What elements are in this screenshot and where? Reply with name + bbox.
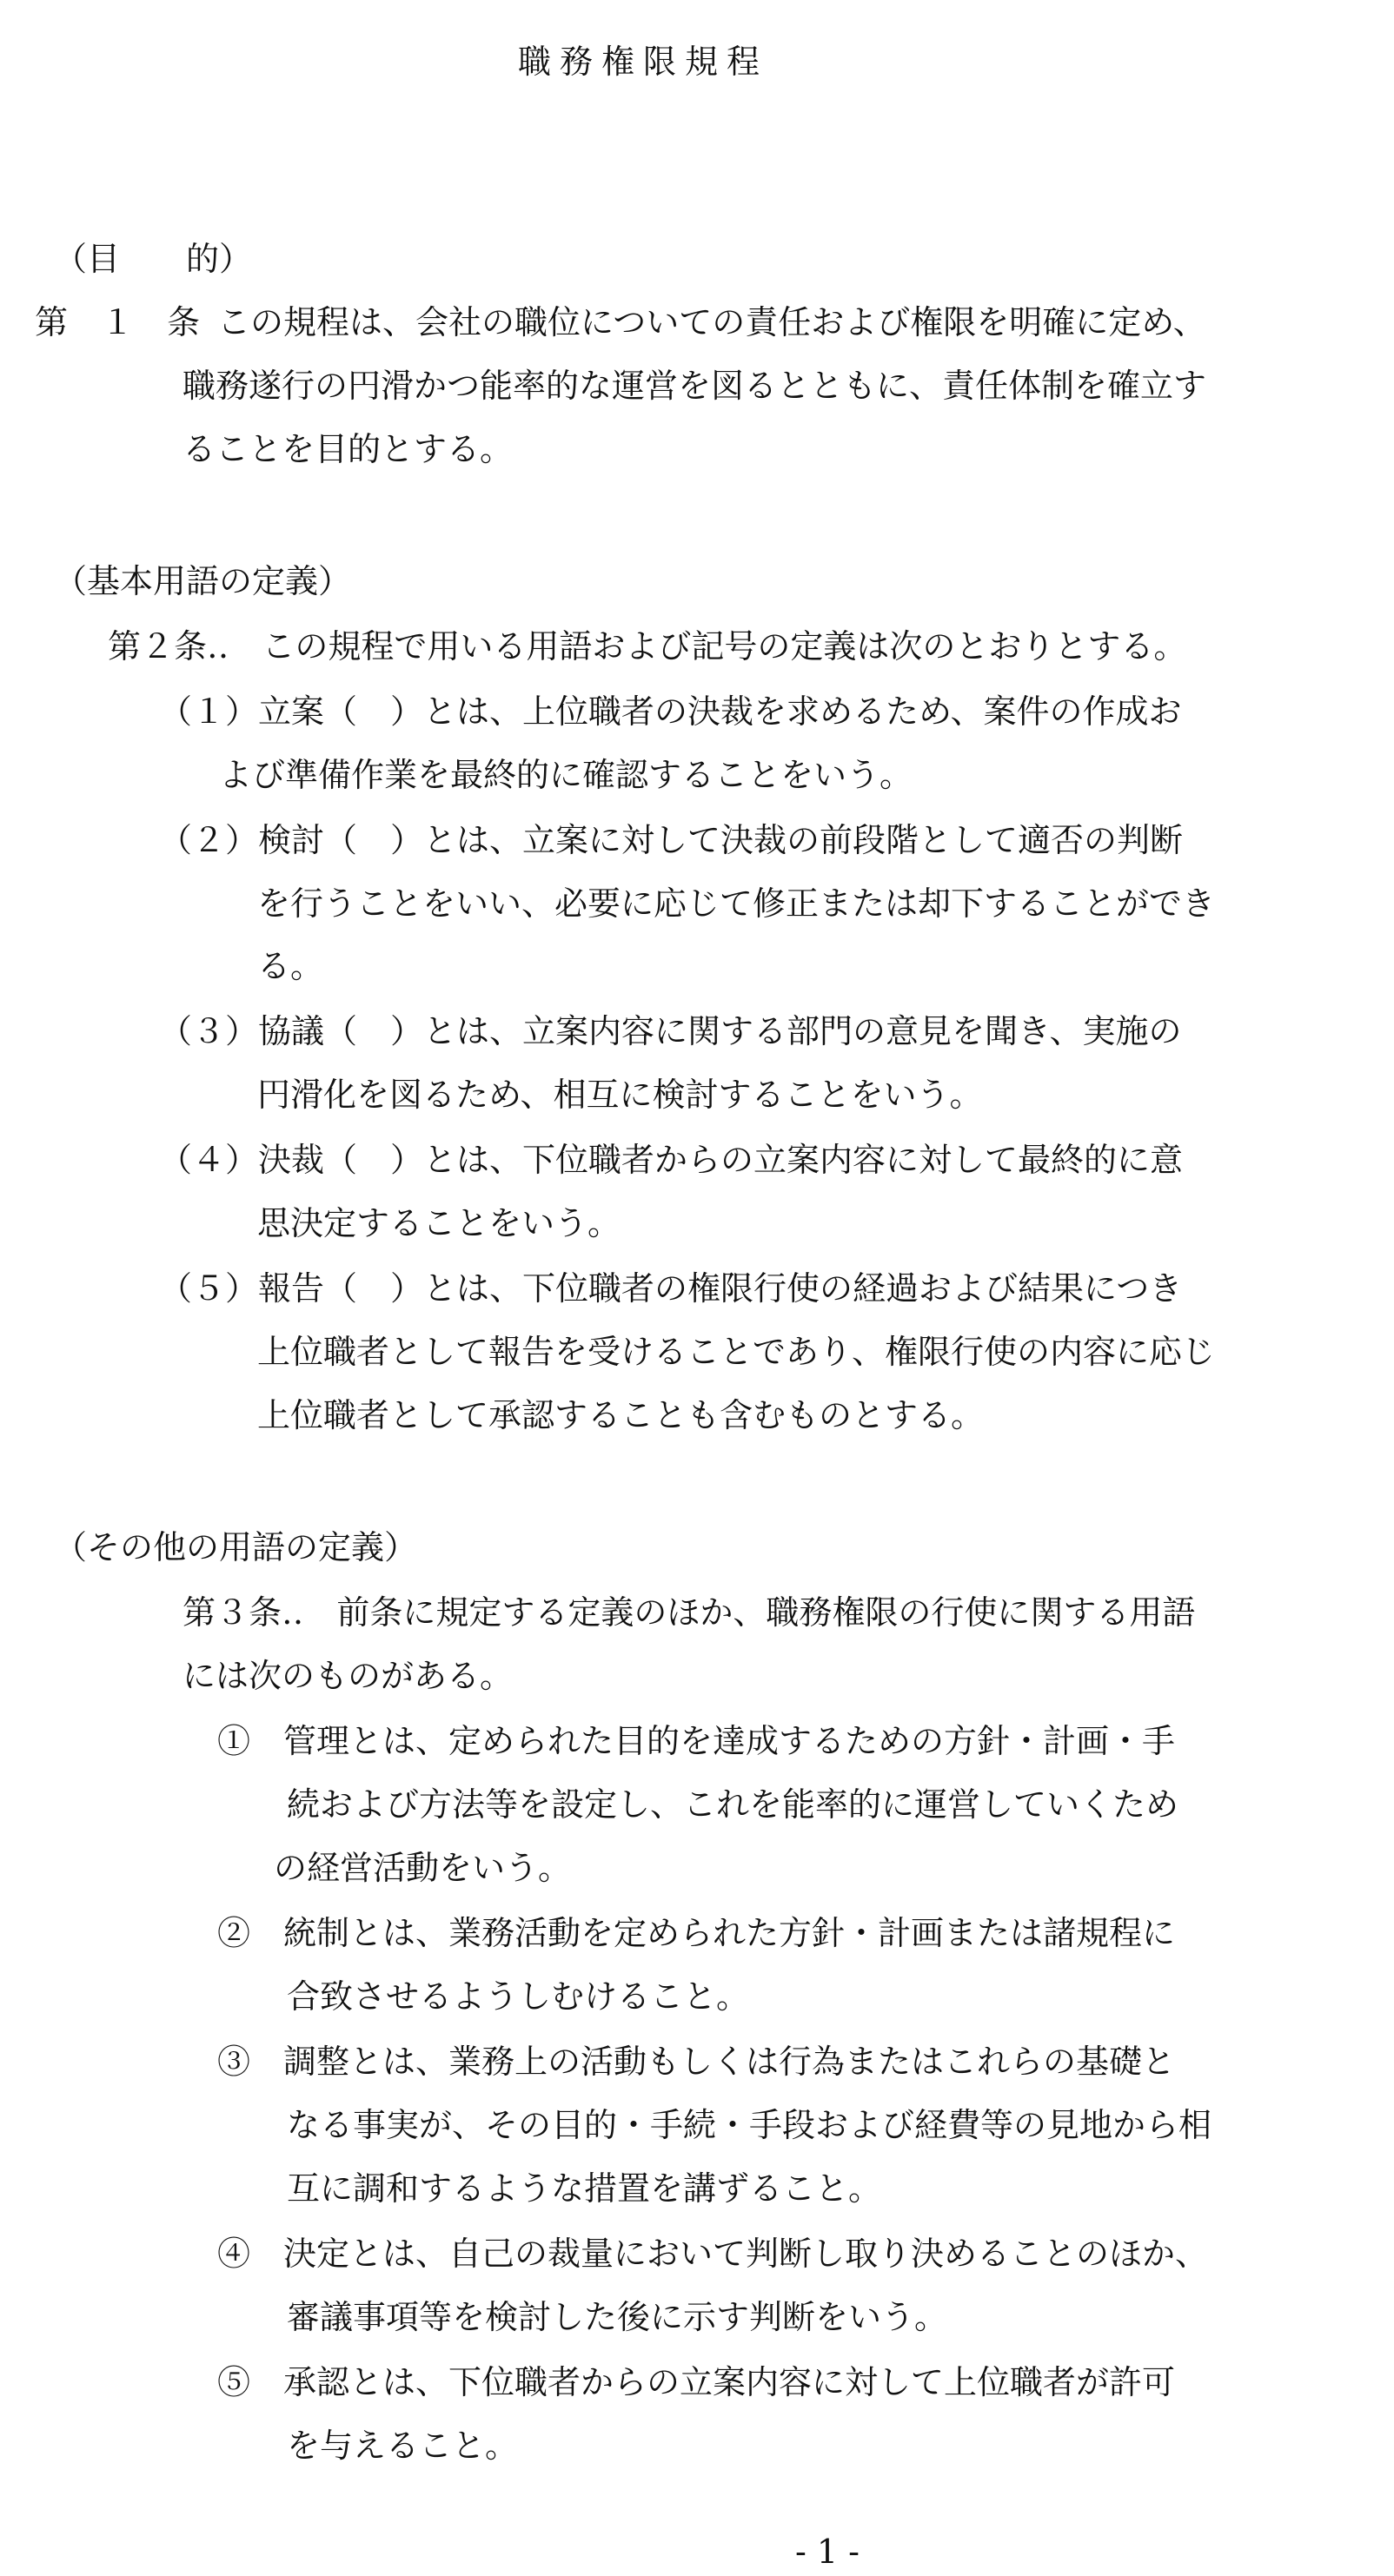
term-item: ④ 決定とは、自己の裁量において判断し取り決めることのほか、 xyxy=(217,2235,1209,2273)
page-number: - 1 - xyxy=(795,2533,860,2571)
definition-item: （２）検討（ ）とは、立案に対して決裁の前段階として適否の判断 xyxy=(159,821,1184,859)
document-title: 職務権限規程 xyxy=(518,43,769,81)
definition-item: る。 xyxy=(257,947,324,985)
article-2-line: 第２条‥ この規程で用いる用語および記号の定義は次のとおりとする。 xyxy=(108,627,1187,666)
term-item: ① 管理とは、定められた目的を達成するための方針・計画・手 xyxy=(217,1722,1176,1760)
definition-item: （５）報告（ ）とは、下位職者の権限行使の経過および結果につき xyxy=(159,1269,1183,1308)
definition-item: （４）決裁（ ）とは、下位職者からの立案内容に対して最終的に意 xyxy=(159,1141,1184,1179)
definition-item: （３）協議（ ）とは、立案内容に関する部門の意見を聞き、実施の xyxy=(159,1012,1182,1050)
section-heading-purpose: （目 的） xyxy=(54,240,253,278)
term-item: を与えること。 xyxy=(287,2427,519,2465)
definition-item: （１）立案（ ）とは、上位職者の決裁を求めるため、案件の作成お xyxy=(159,692,1182,731)
definition-item: 円滑化を図るため、相互に検討することをいう。 xyxy=(257,1076,983,1114)
section-heading-other-terms: （その他の用語の定義） xyxy=(54,1528,418,1566)
term-item: ⑤ 承認とは、下位職者からの立案内容に対して上位職者が許可 xyxy=(217,2363,1176,2401)
term-item: ③ 調整とは、業務上の活動もしくは行為またはこれらの基礎と xyxy=(217,2043,1176,2081)
article-1-label: 第 １ 条 xyxy=(35,303,201,341)
term-item: ② 統制とは、業務活動を定められた方針・計画または諸規程に xyxy=(217,1914,1176,1952)
term-item: 互に調和するような措置を講ずること。 xyxy=(287,2169,882,2208)
section-heading-basic-terms: （基本用語の定義） xyxy=(54,562,352,600)
definition-item: を行うことをいい、必要に応じて修正または却下することができ xyxy=(257,884,1216,923)
term-item: 審議事項等を検討した後に示す判断をいう。 xyxy=(287,2298,948,2336)
term-item: なる事実が、その目的・手続・手段および経費等の見地から相 xyxy=(287,2106,1212,2144)
term-item: 続および方法等を設定し、これを能率的に運営していくため xyxy=(287,1785,1179,1824)
definition-item: 上位職者として承認することも含むものとする。 xyxy=(257,1396,985,1434)
article-1-line: 職務遂行の円滑かつ能率的な運営を図るとともに、責任体制を確立す xyxy=(183,367,1207,405)
term-item: の経営活動をいう。 xyxy=(274,1849,572,1887)
definition-item: 上位職者として報告を受けることであり、権限行使の内容に応じ xyxy=(257,1333,1216,1371)
article-1-line: ることを目的とする。 xyxy=(183,430,514,468)
definition-item: 思決定することをいう。 xyxy=(257,1204,621,1242)
article-1-line: この規程は、会社の職位についての責任および権限を明確に定め、 xyxy=(217,303,1206,341)
definition-item: よび準備作業を最終的に確認することをいう。 xyxy=(219,756,913,794)
article-3-line: には次のものがある。 xyxy=(183,1657,514,1695)
term-item: 合致させるようしむけること。 xyxy=(287,1977,750,2016)
article-3-line: 第３条‥ 前条に規定する定義のほか、職務権限の行使に関する用語 xyxy=(183,1593,1196,1632)
